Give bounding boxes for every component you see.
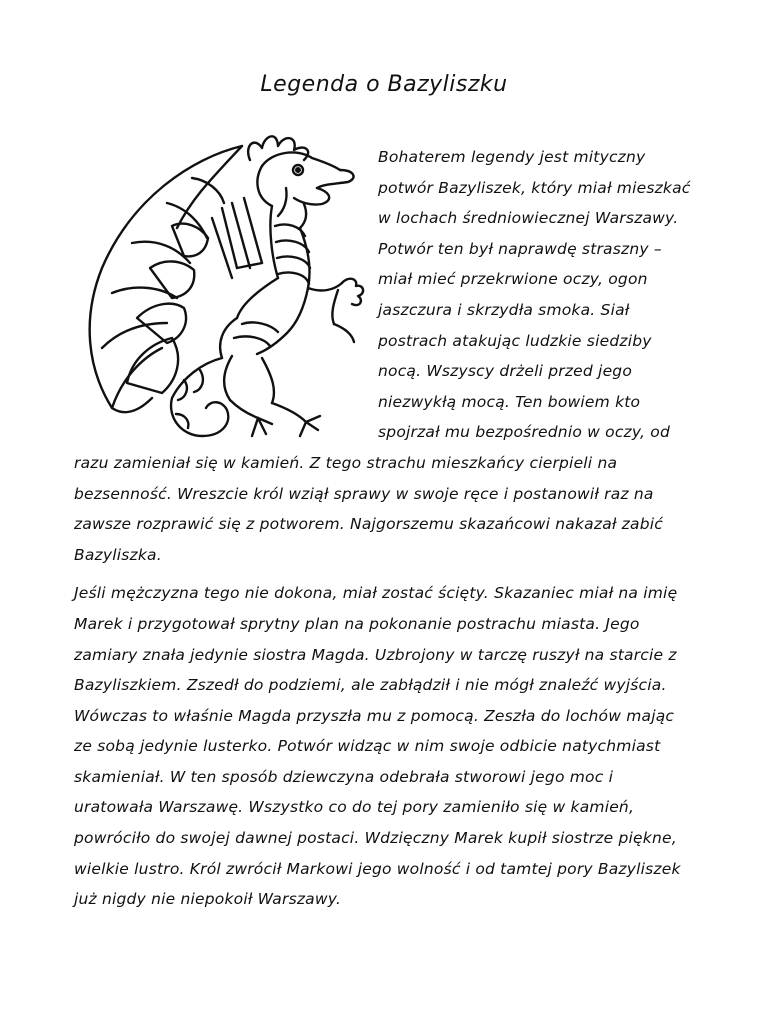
- story-text: [74, 142, 696, 923]
- paragraph-2: Jeśli mężczyzna tego nie dokona, miał zostać ścięty. Skazaniec miał na imię Marek i przygotował sprytny plan na pokonanie postrachu miasta. Jego zamiary znała jedynie siostra Magda. Uzbrojony w tarczę ruszył na starcie z Bazyliszkiem. Zszedł do podziemi, ale zabłądził i nie mógł znaleźć wyjścia. Wówczas to właśnie Magda przyszła mu z pomocą. Zeszła do lochów mając ze sobą jedynie lusterko. Potwór widząc w nim swoje odbicie natychmiast skamieniał. W ten sposób dziewczyna odebrała stworowi jego moc i uratowała Warszawę. Wszystko co do tej pory zamieniło się w kamień, powróciło do swojej dawnej postaci. Wdzięczny Marek kupił siostrze piękne, wielkie lustro. Król zwrócił Markowi jego wolność i od tamtej pory Bazyliszek już nigdy nie niepokoił Warszawy.: [74, 584, 681, 909]
- illustration-wrap-area: [74, 142, 378, 434]
- paragraph-1: Bohaterem legendy jest mityczny potwór Bazyliszek, który miał mieszkać w lochach średniowiecznej Warszawy. Potwór ten był naprawdę straszny – miał mieć przekrwione oczy, ogon jaszczura i skrzydła smoka. Siał postrach atakując ludzkie siedziby nocą. Wszyscy drżeli przed jego niezwykłą mocą. Ten bowiem kto spojrzał mu bezpośrednio w oczy, od razu zamieniał się w kamień. Z tego strachu mieszkańcy cierpieli na bezsenność. Wreszcie król wziął sprawy w swoje ręce i postanowił raz na zawsze rozprawić się z potworem. Najgorszemu skazańcowi nakazał zabić Bazyliszka.: [74, 148, 691, 564]
- page-title: Legenda o Bazyliszku: [260, 72, 508, 97]
